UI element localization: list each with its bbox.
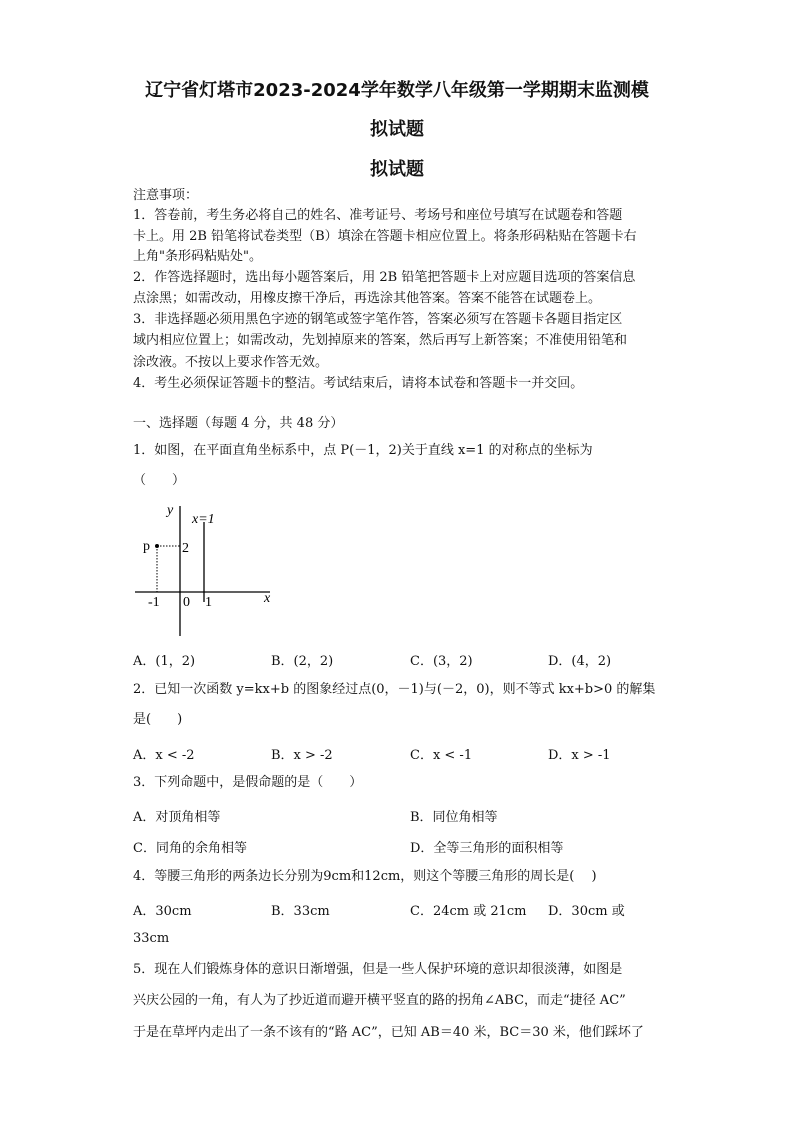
notes-line: 上角"条形码粘贴处"。 [133, 249, 262, 264]
q4-option-d-cont: 33cm [133, 931, 170, 946]
line-label: x=1 [192, 512, 215, 527]
notes-line: 点涂黑；如需改动，用橡皮擦干净后，再选涂其他答案。答案不能答在试题卷上。 [133, 291, 602, 306]
q1-paren: （ ） [133, 473, 186, 488]
q4-option-c[interactable]: C．24cm 或 21cm [410, 904, 527, 919]
y-axis-label: y [167, 503, 174, 518]
q5-line: 5．现在人们锻炼身体的意识日渐增强，但是一些人保护环境的意识却很淡薄，如图是 [133, 962, 623, 977]
q4-option-d[interactable]: D．30cm 或 [548, 904, 625, 919]
q2-stem-cont: 是( ) [133, 712, 183, 727]
q5-line: 兴庆公园的一角，有人为了抄近道而避开横平竖直的路的拐角∠ABC，而走“捷径 AC” [133, 993, 626, 1008]
q1-stem: 1．如图，在平面直角坐标系中，点 P(－1，2)关于直线 x=1 的对称点的坐标为 [133, 443, 593, 458]
p-label: p [143, 539, 150, 554]
q2-stem: 2．已知一次函数 y=kx+b 的图象经过点(0，－1)与(－2，0)，则不等式 kx+b>0 的解集 [133, 682, 656, 697]
q1-coordinate-figure [130, 498, 280, 640]
tick-0: 0 [183, 595, 190, 610]
notes-heading: 注意事项： [133, 188, 199, 203]
notes-line: 1．答卷前，考生务必将自己的姓名、准考证号、考场号和座位号填写在试题卷和答题 [133, 208, 623, 223]
q5-line: 于是在草坪内走出了一条不该有的“路 AC”，已知 AB＝40 米，BC＝30 米，他们踩坏了 [133, 1025, 644, 1040]
q1-option-a[interactable]: A．(1，2) [133, 654, 196, 669]
notes-line: 2．作答选择题时，选出每小题答案后，用 2B 铅笔把答题卡上对应题目选项的答案信息 [133, 270, 636, 285]
q1-option-b[interactable]: B．(2，2) [271, 654, 334, 669]
q3-option-b[interactable]: B．同位角相等 [410, 810, 498, 825]
tick-1: 1 [205, 595, 212, 610]
q2-option-a[interactable]: A．x < -2 [133, 748, 195, 763]
x-axis-label: x [264, 591, 271, 606]
q4-stem: 4．等腰三角形的两条边长分别为9cm和12cm，则这个等腰三角形的周长是( ) [133, 869, 597, 884]
q2-option-b[interactable]: B．x > -2 [271, 748, 333, 763]
title-line-3: 拟试题 [370, 159, 424, 180]
q3-option-a[interactable]: A．对顶角相等 [133, 810, 221, 825]
point-p [155, 544, 159, 548]
q2-option-d[interactable]: D．x > -1 [548, 748, 611, 763]
q2-option-c[interactable]: C．x < -1 [410, 748, 473, 763]
q1-option-c[interactable]: C．(3，2) [410, 654, 473, 669]
q4-option-b[interactable]: B．33cm [271, 904, 330, 919]
notes-line: 4．考生必须保证答题卡的整洁。考试结束后，请将本试卷和答题卡一并交回。 [133, 376, 584, 391]
notes-line: 域内相应位置上；如需改动，先划掉原来的答案，然后再写上新答案；不准使用铅笔和 [133, 333, 628, 348]
notes-line: 涂改液。不按以上要求作答无效。 [133, 355, 329, 370]
section-heading: 一、选择题（每题 4 分，共 48 分） [133, 416, 344, 431]
title-line-2: 拟试题 [370, 119, 424, 140]
notes-line: 3．非选择题必须用黑色字迹的钢笔或签字笔作答，答案必须写在答题卡各题目指定区 [133, 312, 623, 327]
title-line-1: 辽宁省灯塔市2023-2024学年数学八年级第一学期期末监测模 [145, 80, 649, 101]
q3-stem: 3．下列命题中，是假命题的是（ ） [133, 775, 363, 790]
notes-line: 卡上。用 2B 铅笔将试卷类型（B）填涂在答题卡相应位置上。将条形码粘贴在答题卡右 [133, 229, 637, 244]
tick-2: 2 [182, 541, 189, 556]
q3-option-d[interactable]: D．全等三角形的面积相等 [410, 841, 564, 856]
tick-neg1: -1 [148, 595, 160, 610]
q3-option-c[interactable]: C．同角的余角相等 [133, 841, 247, 856]
q4-option-a[interactable]: A．30cm [133, 904, 192, 919]
q1-option-d[interactable]: D．(4，2) [548, 654, 612, 669]
